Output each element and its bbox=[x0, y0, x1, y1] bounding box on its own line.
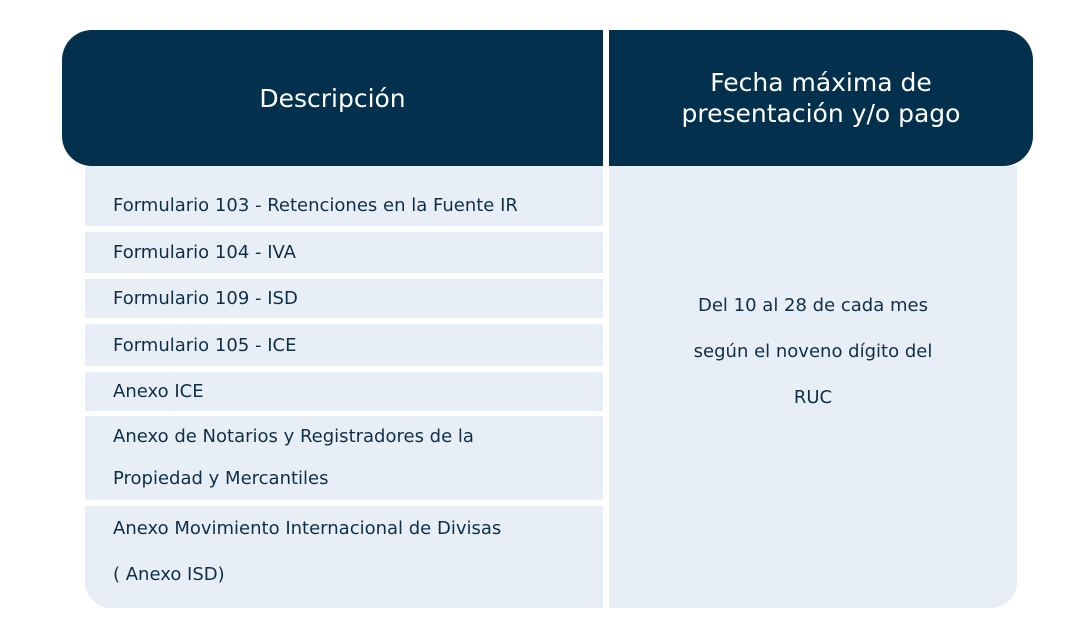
row-description-line2: Propiedad y Mercantiles bbox=[113, 468, 329, 489]
table-row bbox=[85, 416, 603, 500]
header-deadline bbox=[609, 30, 1033, 166]
table-row bbox=[85, 166, 603, 226]
row-description: Formulario 105 - ICE bbox=[113, 334, 297, 356]
header-deadline-line2: presentación y/o pago bbox=[681, 99, 961, 128]
row-description-line1: Anexo Movimiento Internacional de Divisas bbox=[113, 518, 502, 539]
table-row bbox=[85, 506, 603, 608]
deadline-line1: Del 10 al 28 de cada mes bbox=[698, 295, 928, 316]
table-row bbox=[85, 372, 603, 411]
row-description: Formulario 104 - IVA bbox=[113, 242, 296, 263]
header-description-label: Descripción bbox=[259, 83, 406, 113]
deadline-line2: según el noveno dígito del bbox=[693, 341, 933, 362]
table-row bbox=[85, 232, 603, 273]
deadline-line3: RUC bbox=[793, 387, 833, 408]
header-deadline-label bbox=[682, 67, 961, 129]
row-description: Anexo ICE bbox=[113, 381, 204, 402]
row-description: Formulario 103 - Retenciones en la Fuente IR bbox=[113, 194, 518, 216]
row-description-line2: ( Anexo ISD) bbox=[113, 564, 225, 585]
header-description bbox=[62, 30, 603, 166]
row-description-line1: Anexo de Notarios y Registradores de la bbox=[113, 426, 474, 447]
header-deadline-line1: Fecha máxima de bbox=[710, 68, 932, 97]
deadline-text bbox=[694, 283, 933, 421]
row-description: Formulario 109 - ISD bbox=[113, 288, 298, 309]
deadline-cell bbox=[609, 166, 1017, 608]
table-row bbox=[85, 279, 603, 318]
table-row bbox=[85, 324, 603, 366]
